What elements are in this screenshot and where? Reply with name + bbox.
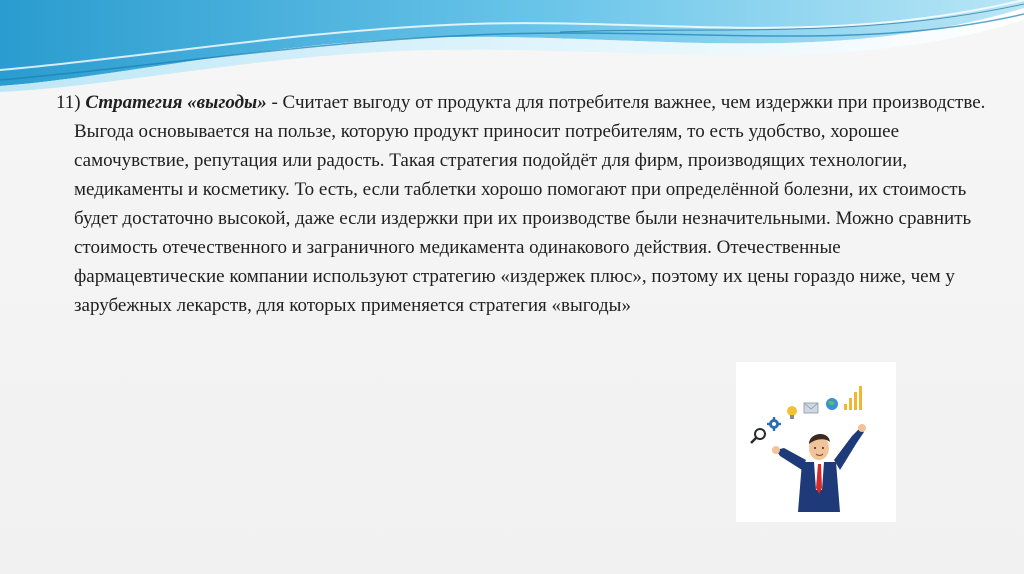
slide-content — [56, 88, 986, 320]
bar-chart-icon — [844, 386, 862, 410]
magnifier-icon — [751, 429, 765, 443]
strategy-description: - Считает выгоду от продукта для потребителя важнее, чем издержки при производстве. Выгода основывается на пользе, которую продукт приносит потребителям, то есть удобство, хорошее самочувствие, репутация или радость. Такая стратегия подойдёт для фирм, производящих технологии, медикаменты и косметику. То есть, если таблетки хорошо помогают при определённой болезни, их стоимость будет достаточно высокой, даже если издержки при их производстве были незначительными. Можно сравнить стоимость отечественного и заграничного медикамента одинакового действия. Отечественные фармацевтические компании используют стратегию «издержек плюс», поэтому их цены гораздо ниже, чем у зарубежных лекарств, для которых применяется стратегия «выгоды» — [74, 92, 986, 316]
strategy-paragraph — [56, 88, 986, 320]
item-number: 11) — [56, 92, 81, 113]
businessman-figure — [772, 424, 866, 512]
envelope-icon — [804, 403, 818, 413]
businessman-illustration — [736, 362, 896, 522]
wave-header-decoration — [0, 0, 1024, 95]
strategy-term: Стратегия «выгоды» — [85, 92, 267, 113]
lightbulb-icon — [787, 406, 797, 419]
globe-icon — [826, 398, 838, 410]
gear-icon — [767, 417, 781, 431]
